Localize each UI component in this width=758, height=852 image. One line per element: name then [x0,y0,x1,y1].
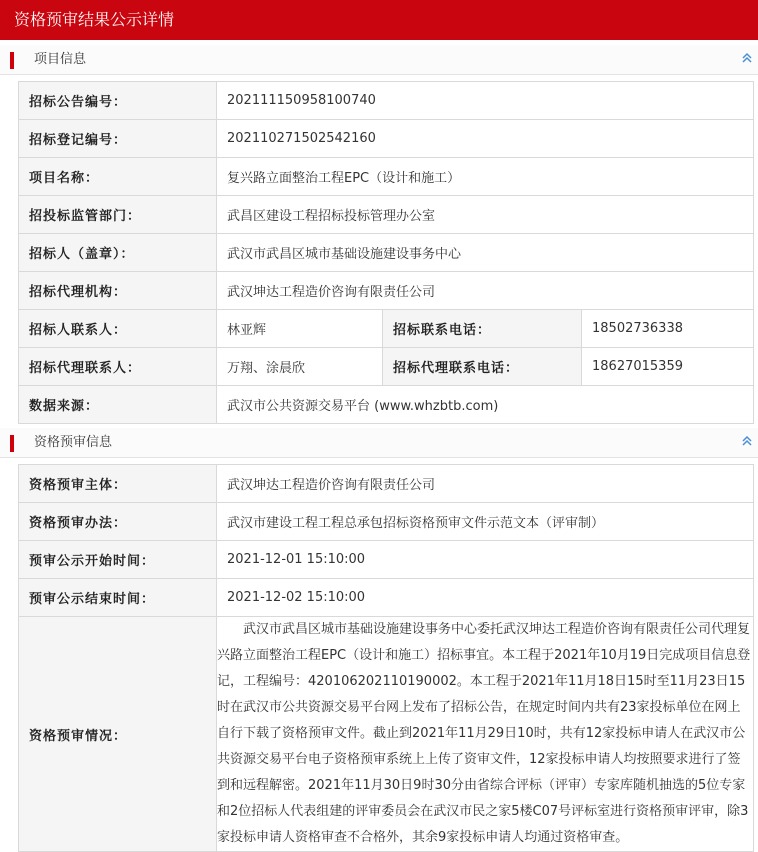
field-label: 数据来源： [19,386,217,424]
field-label: 资格预审主体： [19,465,217,503]
publicity-end-time: 2021-12-02 15:10:00 [217,579,754,617]
project-info-table [18,81,754,424]
table-row [19,465,754,503]
field-label: 招标代理联系电话： [383,348,582,386]
prequal-subject: 武汉坤达工程造价咨询有限责任公司 [217,465,754,503]
agency-phone: 18627015359 [582,348,754,386]
tenderer-phone: 18502736338 [582,310,754,348]
field-label: 招标人联系人： [19,310,217,348]
table-row [19,503,754,541]
table-row [19,386,754,424]
page-title: 资格预审结果公示详情 [0,0,758,40]
double-chevron-up-icon[interactable] [740,434,754,448]
field-label: 招投标监管部门： [19,196,217,234]
agency: 武汉坤达工程造价咨询有限责任公司 [217,272,754,310]
table-row [19,82,754,120]
prequal-info-table [18,464,754,852]
field-label: 招标公告编号： [19,82,217,120]
table-row [19,310,754,348]
field-label: 资格预审办法： [19,503,217,541]
prequal-status-text: 武汉市武昌区城市基础设施建设事务中心委托武汉坤达工程造价咨询有限责任公司代理复兴路立面整治工程EPC（设计和施工）招标事宜。本工程于2021年10月19日完成项目信息登记，工程编号：420106202110190002。本工程于2021年11月18日15时至11月23日15时在武汉市公共资源交易平台网上发布了招标公告，在规定时间内共有23家投标单位在网上自行下载了资格预审文件。截止到2021年11月29日10时，共有12家投标申请人在武汉市公共资源交易平台电子资格预审系统上上传了资审文件，12家投标申请人均按照要求进行了签到和远程解密。2021年11月30日9时30分由省综合评标（评审）专家库随机抽选的5位专家和2位招标人代表组建的评审委员会在武汉市民之家5楼C07号评标室进行资格预审评审，除3家投标申请人资格审查不合格外，其余9家投标申请人均通过资格审查。 [217,622,751,845]
table-row [19,541,754,579]
table-row [19,272,754,310]
data-source-link[interactable]: 武汉市公共资源交易平台 (www.whzbtb.com) [217,386,754,424]
field-label: 招标联系电话： [383,310,582,348]
publicity-start-time: 2021-12-01 15:10:00 [217,541,754,579]
section-marker [10,52,14,69]
table-row [19,234,754,272]
double-chevron-up-icon[interactable] [740,51,754,65]
field-label: 招标登记编号： [19,120,217,158]
tenderer-contact: 林亚辉 [217,310,383,348]
field-label: 项目名称： [19,158,217,196]
supervisor: 武昌区建设工程招标投标管理办公室 [217,196,754,234]
notice-number: 202111150958100740 [217,82,754,120]
field-label: 预审公示结束时间： [19,579,217,617]
prequal-method: 武汉市建设工程工程总承包招标资格预审文件示范文本（评审制） [217,503,754,541]
registration-number: 202110271502542160 [217,120,754,158]
field-label: 预审公示开始时间： [19,541,217,579]
table-row [19,196,754,234]
table-row [19,579,754,617]
section-marker [10,435,14,452]
section-title: 资格预审信息 [34,435,113,450]
table-row [19,348,754,386]
table-row [19,120,754,158]
field-label: 招标代理机构： [19,272,217,310]
section-header-project-info [0,45,758,75]
prequal-status [217,617,754,852]
agency-contact: 万翔、涂晨欣 [217,348,383,386]
field-label: 招标人（盖章）： [19,234,217,272]
section-header-prequal-info [0,428,758,458]
table-row [19,617,754,852]
table-row [19,158,754,196]
tenderer: 武汉市武昌区城市基础设施建设事务中心 [217,234,754,272]
project-name: 复兴路立面整治工程EPC（设计和施工） [217,158,754,196]
field-label: 资格预审情况： [19,617,217,852]
field-label: 招标代理联系人： [19,348,217,386]
section-title: 项目信息 [34,52,87,67]
